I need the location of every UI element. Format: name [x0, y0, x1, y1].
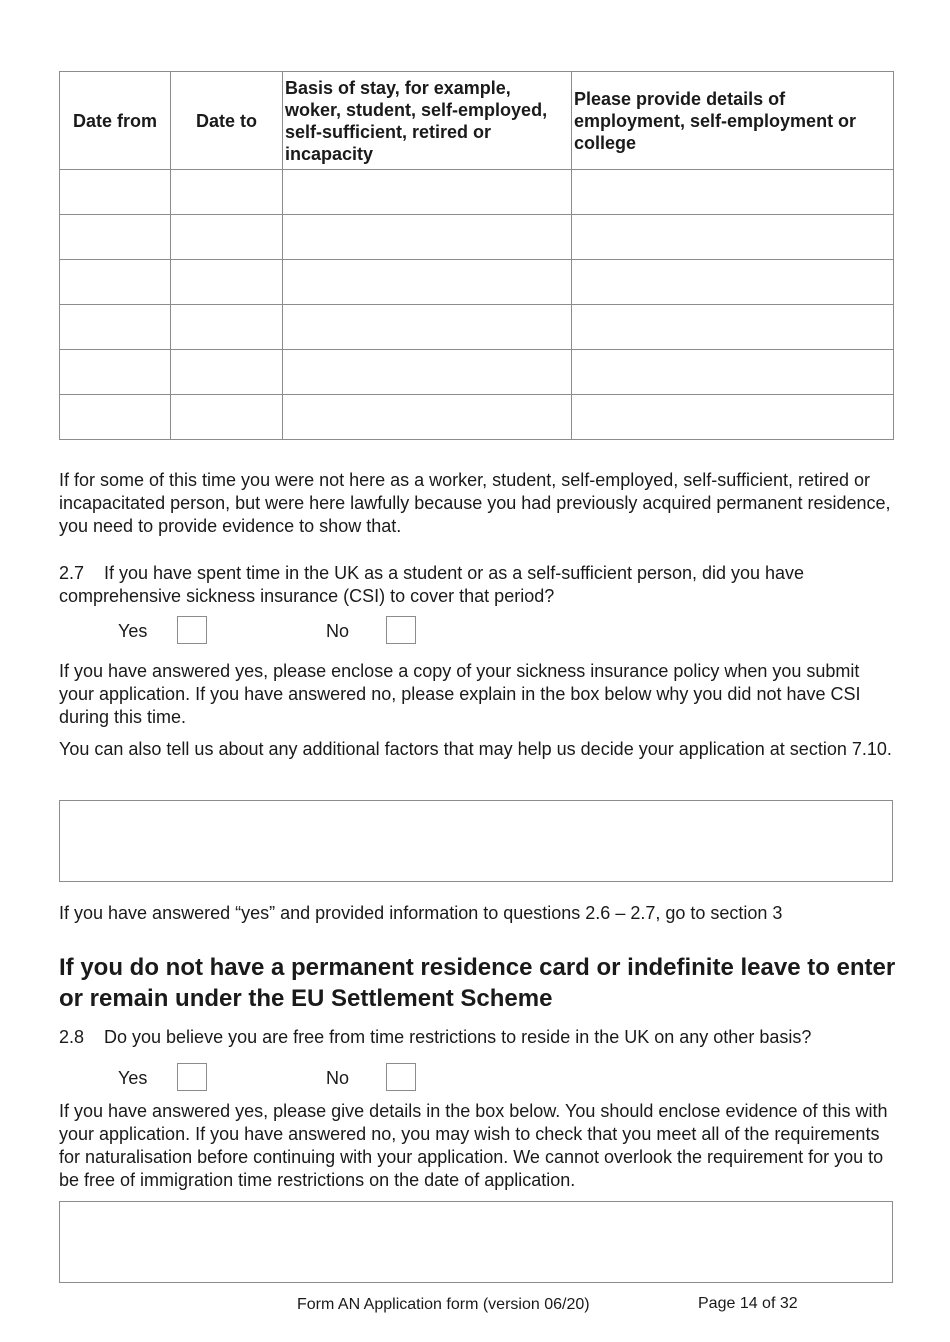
basis-of-stay-cell[interactable]	[283, 305, 572, 350]
header-date-to: Date to	[171, 72, 283, 170]
q28-no-checkbox[interactable]	[386, 1063, 416, 1091]
table-row	[60, 215, 894, 260]
details-cell[interactable]	[572, 260, 894, 305]
table-row	[60, 260, 894, 305]
date-from-cell[interactable]	[60, 260, 171, 305]
q27-yes-checkbox[interactable]	[177, 616, 207, 644]
q28-instructions: If you have answered yes, please give details in the box below. You should enclose evidence of this with your application. If you have answered no, you may wish to check that you meet all of the requirements for naturalisation before continuing with your application. We cannot overlook the requirement for you to be free of immigration time restrictions on the date of application.	[59, 1101, 888, 1190]
q27-explanation-box[interactable]	[59, 800, 893, 882]
details-cell[interactable]	[572, 395, 894, 440]
table-row	[60, 170, 894, 215]
date-from-cell[interactable]	[60, 170, 171, 215]
q28-details-box[interactable]	[59, 1201, 893, 1283]
permanent-residence-note: If for some of this time you were not here as a worker, student, self-employed, self-sufficient, retired or incapacitated person, but were here lawfully because you had previously acquired permanent residence, you need to provide evidence to show that.	[59, 470, 891, 536]
details-cell[interactable]	[572, 215, 894, 260]
question-2-7	[59, 562, 899, 608]
date-from-cell[interactable]	[60, 215, 171, 260]
go-to-section-3-note: If you have answered “yes” and provided information to questions 2.6 – 2.7, go to section 3	[59, 903, 783, 923]
date-to-cell[interactable]	[171, 350, 283, 395]
table-row	[60, 395, 894, 440]
date-to-cell[interactable]	[171, 305, 283, 350]
question-2-7-text: If you have spent time in the UK as a student or as a self-sufficient person, did you have comprehensive sickness insurance (CSI) to cover that period?	[59, 563, 805, 606]
table-row	[60, 350, 894, 395]
section-heading: If you do not have a permanent residence card or indefinite leave to enter or remain under the EU Settlement Scheme	[59, 954, 896, 1012]
basis-of-stay-cell[interactable]	[283, 215, 572, 260]
basis-of-stay-cell[interactable]	[283, 350, 572, 395]
date-from-cell[interactable]	[60, 305, 171, 350]
residence-history-table	[59, 71, 894, 440]
question-2-8	[59, 1026, 899, 1049]
date-to-cell[interactable]	[171, 260, 283, 305]
footer-page-number: Page 14 of 32	[698, 1295, 798, 1312]
question-2-8-text: Do you believe you are free from time restrictions to reside in the UK on any other basis?	[104, 1027, 812, 1047]
date-to-cell[interactable]	[171, 395, 283, 440]
q28-no-label: No	[326, 1068, 350, 1088]
basis-of-stay-cell[interactable]	[283, 260, 572, 305]
date-from-cell[interactable]	[60, 350, 171, 395]
table-header-row	[60, 72, 894, 170]
date-from-cell[interactable]	[60, 395, 171, 440]
header-details: Please provide details of employment, self-employment or college	[572, 72, 894, 170]
q27-instructions: If you have answered yes, please enclose a copy of your sickness insurance policy when you submit your application. If you have answered no, please explain in the box below why you did not have CSI during this time.	[59, 661, 861, 727]
q28-yes-checkbox[interactable]	[177, 1063, 207, 1091]
question-2-8-number: 2.8	[59, 1027, 85, 1047]
details-cell[interactable]	[572, 350, 894, 395]
header-date-from: Date from	[60, 72, 171, 170]
question-2-7-number: 2.7	[59, 563, 85, 583]
q27-yes-label: Yes	[118, 621, 148, 641]
q27-no-checkbox[interactable]	[386, 616, 416, 644]
basis-of-stay-cell[interactable]	[283, 395, 572, 440]
table-row	[60, 305, 894, 350]
date-to-cell[interactable]	[171, 170, 283, 215]
details-cell[interactable]	[572, 305, 894, 350]
q28-yes-label: Yes	[118, 1068, 148, 1088]
footer-form-name: Form AN Application form (version 06/20)	[297, 1296, 590, 1313]
details-cell[interactable]	[572, 170, 894, 215]
basis-of-stay-cell[interactable]	[283, 170, 572, 215]
q27-no-label: No	[326, 621, 350, 641]
header-basis-of-stay: Basis of stay, for example, woker, student, self-employed, self-sufficient, retired or incapacity	[283, 72, 572, 170]
date-to-cell[interactable]	[171, 215, 283, 260]
q27-additional-factors-note: You can also tell us about any additional factors that may help us decide your application at section 7.10.	[59, 739, 892, 759]
